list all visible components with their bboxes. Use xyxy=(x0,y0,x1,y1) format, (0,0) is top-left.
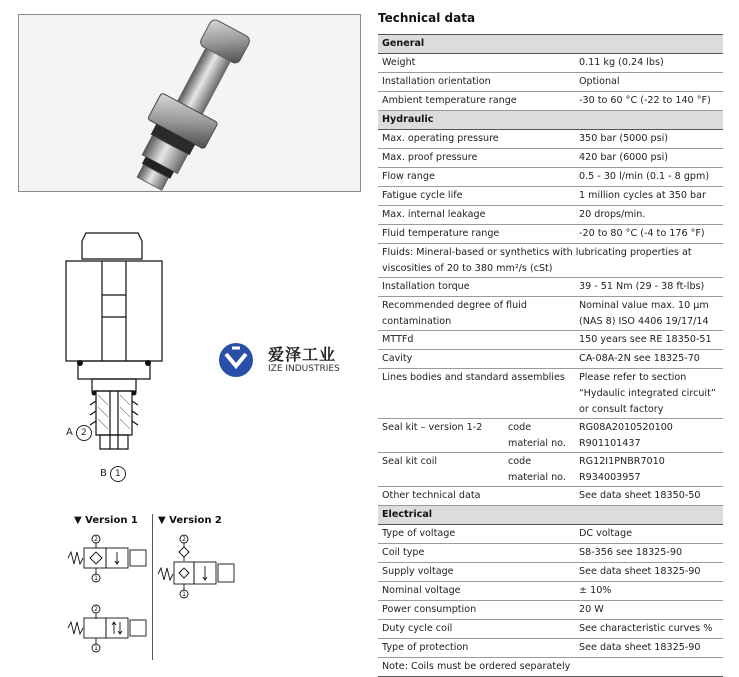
table-row: Type of voltage DC voltage xyxy=(378,525,723,544)
v1-port-1-upper: 1 xyxy=(94,575,98,582)
seal-kit-coil-row xyxy=(378,453,723,487)
seal-kit-v12-code-label: code xyxy=(508,422,532,433)
product-photo xyxy=(18,14,361,192)
section-hydraulic: Hydraulic xyxy=(378,111,723,130)
table-row: Other technical data See data sheet 18350-50 xyxy=(378,487,723,506)
technical-data-title: Technical data xyxy=(378,11,476,25)
section-general: General xyxy=(378,35,723,54)
port-a-number: 2 xyxy=(76,425,92,441)
table-row: Fatigue cycle life 1 million cycles at 350 bar xyxy=(378,187,723,206)
table-row: Duty cycle coil See characteristic curves % xyxy=(378,620,723,639)
table-row: Nominal voltage ± 10% xyxy=(378,582,723,601)
table-row: Installation torque 39 - 51 Nm (29 - 38 ft-lbs) xyxy=(378,278,723,297)
port-b-callout xyxy=(100,466,126,482)
section-electrical: Electrical xyxy=(378,506,723,525)
table-row: Supply voltage See data sheet 18325-90 xyxy=(378,563,723,582)
port-b-label: B xyxy=(100,468,107,479)
logo-name-en: IZE INDUSTRIES xyxy=(268,364,340,374)
seal-kit-v12-material: R901101437 xyxy=(579,438,641,449)
table-row: Ambient temperature range -30 to 60 °C (-22 to 140 °F) xyxy=(378,92,723,111)
v1-port-2-lower: 2 xyxy=(94,606,98,613)
table-row: Fluid temperature range -20 to 80 °C (-4 to 176 °F) xyxy=(378,225,723,244)
table-row: MTTFd 150 years see RE 18350-51 xyxy=(378,331,723,350)
table-row: Installation orientation Optional xyxy=(378,73,723,92)
v1-port-2-upper: 2 xyxy=(94,536,98,543)
seal-kit-v12-row xyxy=(378,419,723,453)
technical-data-table xyxy=(378,34,723,677)
version-2-label: ▼ Version 2 xyxy=(158,515,222,526)
v1-port-1-lower: 1 xyxy=(94,645,98,652)
cartridge-valve-photo xyxy=(19,15,360,191)
seal-kit-coil-material-label: material no. xyxy=(508,472,566,483)
version-1-label: ▼ Version 1 xyxy=(74,515,138,526)
seal-kit-v12-code: RG08A2010520100 xyxy=(579,422,673,433)
seal-kit-coil-code-label: code xyxy=(508,456,532,467)
port-a-callout xyxy=(66,425,92,441)
ize-logo-mark xyxy=(218,340,262,380)
seal-kit-coil-material: R934003957 xyxy=(579,472,641,483)
valve-section-diagram xyxy=(18,225,168,487)
table-row: Recommended degree of fluid contamination Nominal value max. 10 µm (NAS 8) ISO 4406 19/17/14 xyxy=(378,297,723,331)
version-1-symbols xyxy=(60,530,152,660)
logo-name-cn: 爱泽工业 xyxy=(268,345,337,364)
table-row: Max. operating pressure 350 bar (5000 psi) xyxy=(378,130,723,149)
seal-kit-coil-code: RG12I1PNBR7010 xyxy=(579,456,665,467)
table-row: Power consumption 20 W xyxy=(378,601,723,620)
version-2-symbol xyxy=(152,530,244,605)
v2-port-1: 1 xyxy=(182,591,186,598)
port-b-number: 1 xyxy=(110,466,126,482)
seal-kit-v12-label: Seal kit – version 1-2 xyxy=(382,422,483,433)
table-row: Coil type S8-356 see 18325-90 xyxy=(378,544,723,563)
table-row: Max. proof pressure 420 bar (6000 psi) xyxy=(378,149,723,168)
seal-kit-v12-material-label: material no. xyxy=(508,438,566,449)
table-row: Flow range 0.5 - 30 l/min (0.1 - 8 gpm) xyxy=(378,168,723,187)
table-row: Lines bodies and standard assemblies Please refer to section “Hydaulic integrated circuit” or consult factory xyxy=(378,369,723,419)
fluids-note-row: Fluids: Mineral-based or synthetics with lubricating properties at viscosities of 20 to 380 mm²/s (cSt) xyxy=(378,244,723,278)
table-row: Max. internal leakage 20 drops/min. xyxy=(378,206,723,225)
table-row: Cavity CA-08A-2N see 18325-70 xyxy=(378,350,723,369)
coil-note-row: Note: Coils must be ordered separately xyxy=(378,658,723,677)
table-row: Type of protection See data sheet 18325-90 xyxy=(378,639,723,658)
seal-kit-coil-label: Seal kit coil xyxy=(382,456,438,467)
table-row: Weight 0.11 kg (0.24 lbs) xyxy=(378,54,723,73)
v2-port-2: 2 xyxy=(182,536,186,543)
port-a-label: A xyxy=(66,427,73,438)
